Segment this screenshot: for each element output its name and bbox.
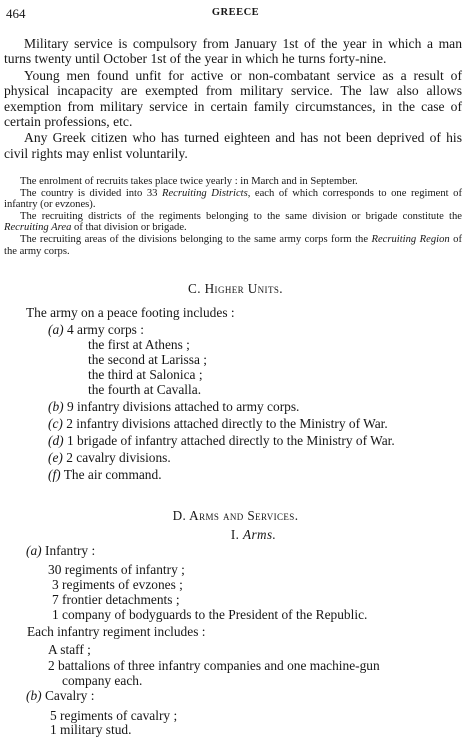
note-recruiting-area: The recruiting districts of the regiments belonging to the same division or brigade constitute the Recruiting Area of that division or brigade. [4, 210, 462, 234]
page-number: 464 [6, 6, 26, 21]
corps-item: the second at Larissa ; [88, 352, 207, 367]
infantry-item: 7 frontier detachments ; [52, 592, 180, 607]
section-d-subheading: I. Arms. [230, 527, 277, 542]
note-enrolment: The enrolment of recruits takes place twice yearly : in March and in September. [20, 176, 358, 187]
section-d-heading: D. Arms and Services. [172, 508, 299, 523]
regiment-item: 2 battalions of three infantry companies and one machine-gun [48, 658, 380, 673]
main-paragraphs [4, 36, 462, 161]
section-c-heading: C. Higher Units. [188, 281, 283, 296]
cavalry-heading: (b) Cavalry : [26, 688, 95, 703]
list-item-e: (e) 2 cavalry divisions. [48, 450, 171, 465]
list-item-a: (a) 4 army corps : [48, 322, 144, 337]
page-header [0, 6, 471, 22]
cavalry-item: 1 military stud. [50, 722, 132, 737]
corps-item: the first at Athens ; [88, 337, 190, 352]
note-recruiting-districts: The country is divided into 33 Recruiting Districts, each of which corresponds to one regiment of infantry (or evzones). [4, 187, 462, 211]
regiment-item: A staff ; [48, 642, 91, 657]
paragraph-voluntary-enlistment: Any Greek citizen who has turned eighteen and has not been deprived of his civil rights may enlist voluntarily. [4, 130, 462, 161]
regiment-intro: Each infantry regiment includes : [27, 624, 206, 639]
infantry-heading: (a) Infantry : [26, 543, 96, 558]
list-item-f: (f) The air command. [48, 467, 162, 482]
regiment-item: company each. [62, 673, 143, 688]
infantry-item: 1 company of bodyguards to the President of the Republic. [52, 607, 368, 622]
section-c-intro: The army on a peace footing includes : [26, 305, 235, 320]
corps-item: the third at Salonica ; [88, 367, 203, 382]
infantry-item: 30 regiments of infantry ; [48, 562, 185, 577]
paragraph-military-service: Military service is compulsory from January 1st of the year in which a man turns twenty until October 1st of the year in which he turns forty-nine. [4, 36, 462, 67]
infantry-item: 3 regiments of evzones ; [52, 577, 183, 592]
list-item-b: (b) 9 infantry divisions attached to army corps. [48, 399, 300, 414]
corps-item: the fourth at Cavalla. [88, 382, 202, 397]
running-title: GREECE [211, 7, 260, 18]
recruitment-notes [4, 176, 462, 257]
cavalry-item: 5 regiments of cavalry ; [50, 708, 178, 723]
note-recruiting-region: The recruiting areas of the divisions belonging to the same army corps form the Recruiting Region of the army corps. [4, 233, 462, 257]
list-item-c: (c) 2 infantry divisions attached directly to the Ministry of War. [48, 416, 388, 431]
paragraph-exemptions: Young men found unfit for active or non-combatant service as a result of physical incapacity are exempted from military service. The law also allows exemption from military service in certain family circumstances, in the case of certain professions, etc. [4, 67, 462, 130]
list-item-d: (d) 1 brigade of infantry attached directly to the Ministry of War. [48, 433, 395, 448]
